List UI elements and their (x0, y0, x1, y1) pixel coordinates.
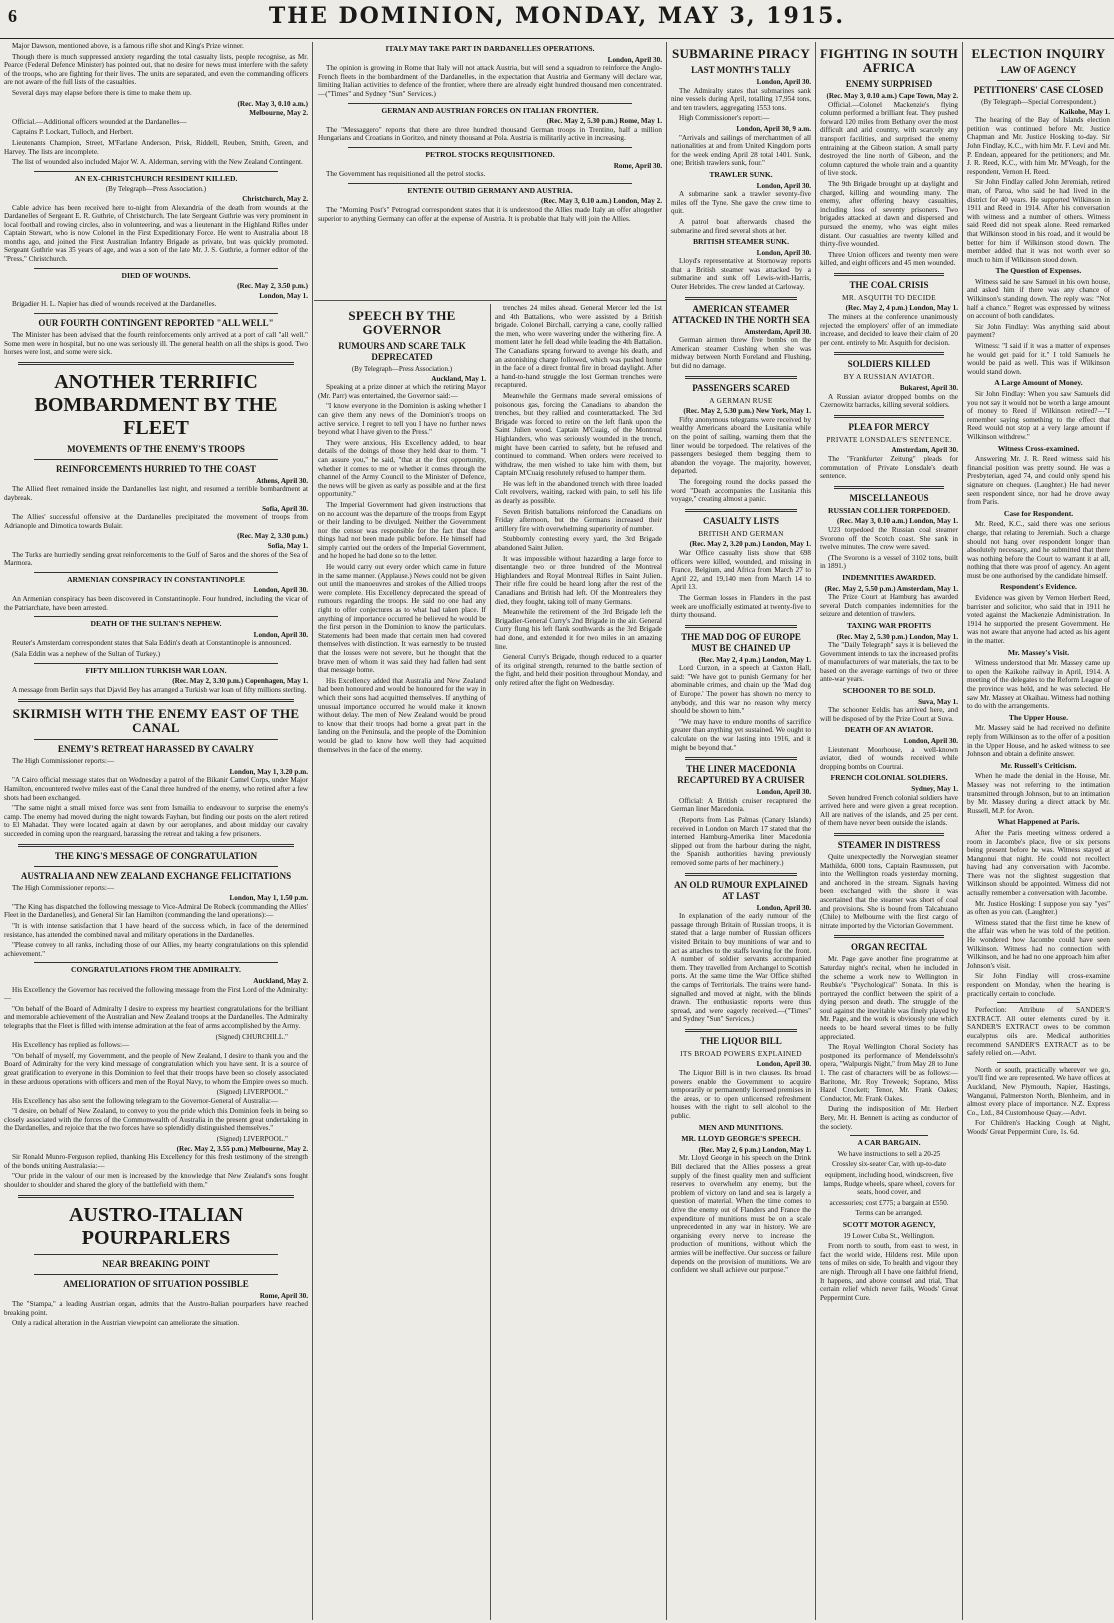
section-heading: What Happened at Paris. (997, 817, 1080, 827)
section-heading: DIED OF WOUNDS. (121, 270, 191, 280)
advert-line: Terms can be arranged. (855, 1209, 923, 1218)
paragraph: For Children's Hacking Cough at Night, Woods' Great Peppermint Cure, 1s. 6d. (967, 1119, 1110, 1136)
subheadline: NEAR BREAKING POINT (102, 1258, 210, 1269)
deck: ITS BROAD POWERS EXPLAINED (680, 1048, 802, 1058)
dateline: Sydney, May 1. (911, 785, 958, 793)
divider (997, 80, 1080, 81)
paragraph: "We may have to endure months of sacrifice greater than anything yet sustained. We ought to calculate on the war lasting into 1916, and it might be beyond that." (671, 717, 811, 752)
paragraph: Reuter's Amsterdam correspondent states that Sala Eddin's death at Constantinople is announced. (12, 639, 292, 648)
paragraph: A submarine sank a trawler seventy-five miles off the Tyne. She gave the crew time to quit. (671, 190, 811, 216)
divider (348, 183, 632, 184)
paragraph: Seven hundred French colonial soldiers have arrived here and were given a great reception. All are natives of the islands, and 25 per cent. of them have never been outside the islands. (820, 793, 958, 828)
paragraph: Several days may elapse before there is time to make them up. (12, 88, 192, 97)
divider (834, 833, 944, 836)
paragraph: The opinion is growing in Rome that Italy will not attack Austria, but will send a squadron to reinforce the Anglo-French fleets in the bombardment of the Dardanelles, in the expectation that Austria and Germany will declare war, limiting Italian activities to defence of the frontier, where there are already eight hundred thousand men concentrated.—("Times" and Sydney "Sun" Services.) (318, 64, 662, 98)
section-heading: FIFTY MILLION TURKISH WAR LOAN. (85, 665, 227, 675)
paragraph: General Curry's Brigade, though reduced to a quarter of its original strength, returned to the battle section of the fight, and held their position throughout Monday, and only retired after the fight on Wednesday. (495, 653, 662, 687)
divider (34, 663, 278, 664)
subheadline: AMERICAN STEAMER ATTACKED IN THE NORTH SEA (672, 303, 810, 325)
dateline: Rome, April 30. (259, 1291, 308, 1300)
advert-line: We have instructions to sell a 20-25 (837, 1149, 941, 1158)
dateline: (Rec. May 3, 0.10 a.m.) London, May 1. (837, 517, 958, 526)
dateline: (Rec. May 2, 3.20 p.m.) London, May 1. (689, 540, 811, 549)
dateline: Athens, April 30. (256, 476, 308, 485)
dateline: Auckland, May 1. (431, 374, 486, 383)
paragraph: (Reports from Las Palmas (Canary Islands) received in London on March 17 stated that the interned Hamburg-Amerika liner Macedonia slipped out from the harbour during the night, the Spanish authorities having previously removed some parts of her machinery.) (671, 816, 811, 867)
column-rule (314, 300, 666, 301)
paragraph: trenches 24 miles ahead. General Mercer led the 1st and 4th Battalions, who were assisted by a British brigade. Colonel Birchall, carrying a cane, coolly rallied the men, who were wavering under the withering fire. A moment later he fell dead while leading the 4th Battalion. The Canadians sprang forward to avenge his death, and an astonishing charge followed, which was pushed home in the face of a direct frontal fire in broad daylight. After a hand-to-hand struggle the lost German trenches were recaptured. (495, 304, 662, 390)
divider (348, 147, 632, 148)
dateline: London, April 30. (756, 78, 811, 86)
paragraph: The "Stampa," a leading Austrian organ, admits that the Austro-Italian pourparlers have reached breaking point. (4, 1300, 308, 1317)
divider (685, 1029, 797, 1032)
paragraph: "It is with intense satisfaction that I have heard of the success which, in face of the determined resistance, has attended the combined naval and military operations in the Dardanelles. (4, 922, 308, 939)
dateline: Suva, May 1. (918, 697, 958, 706)
paragraph: He would carry out every order which came in future in the same manner. (Applause.) News could not be given out until the manoeuvres and strokes of the Allied troops were complete. His Excellency deprecated the spread of rumours regarding the troops. He said no one had any right to offer conjectures as to what had taken place. If anything of importance occurred he believed he would be the first person in the Dominion to know the particulars. Statements had been made that certain men had covered themselves with distinction. It was earnestly to be trusted that the losses were not severe, but he thought that the brave men of whom it was said they had fallen had sent that message home. (318, 563, 486, 675)
dateline: London, May 1, 3.20 p.m. (229, 767, 308, 776)
paragraph: A patrol boat afterwards chased the submarine and fired several shots at her. (671, 217, 811, 235)
headline: SKIRMISH WITH THE ENEMY EAST OF THE CANAL (12, 706, 300, 736)
subheadline: PETITIONERS' CASE CLOSED (973, 85, 1104, 95)
section-heading: The Question of Expenses. (995, 266, 1082, 276)
paragraph: Sir John Findlay will cross-examine respondent on Monday, when the hearing is practically certain to conclude. (967, 972, 1110, 998)
dateline: Christchurch, May 2. (242, 194, 308, 203)
paragraph: Lieutenant Moorhouse, a well-known aviator, died of wounds received while dropping bombs on Courtrai. (820, 745, 958, 771)
dateline: (Rec. May 2, 4 p.m.) London, May 1. (698, 655, 811, 664)
divider (834, 935, 944, 938)
dateline: London, May 1, 1.50 p.m. (229, 894, 308, 903)
paragraph: The list of wounded also included Major W. A. Alderman, serving with the New Zealand Contingent. (12, 158, 303, 167)
subheadline: STEAMER IN DISTRESS (837, 839, 941, 850)
dateline: London, April 30. (756, 181, 811, 190)
paragraph: Only a radical alteration in the Austrian viewpoint can ameliorate the situation. (12, 1319, 240, 1328)
paragraph: Lloyd's representative at Stornoway reports that a British steamer was attacked by a submarine and sunk off Lewis-with-Harris, Outer Hebrides. The crew landed at Carloway. (671, 257, 811, 292)
paragraph: It was impossible without hazarding a large force to disentangle two or three hundred of the Montreal Highlanders and Royal Montreal Rifles in Saint Julien. Their rifle fire could be heard long after the rest of the Canadians and British had left. Of the Montrealers they died, they fought, taking toll of many Germans. (495, 554, 662, 606)
divider (34, 313, 278, 314)
signature: (Signed) CHURCHILL." (215, 1032, 288, 1041)
deck: PRIVATE LONSDALE'S SENTENCE. (826, 434, 952, 444)
paragraph: (Sala Eddin was a nephew of the Sultan of Turkey.) (12, 649, 161, 658)
paragraph: An Armenian conspiracy has been discovered in Constantinople. Four hundred, including the vicar of the Patriarchate, have been arrested. (4, 594, 308, 612)
paragraph: The Royal Wellington Choral Society has postponed its performance of Mendelssohn's opera, "Walpurgis Night," from May 28 to June 1. The cast of characters will be as follows:—Baritone, Mr. Roy Treweek; Soprano, Miss Hazel Crockett; Tenor, Mr. Frank Oakes; Conductor, Mr. Frank Oakes. (820, 1043, 958, 1103)
subheadline: RUMOURS AND SCARE TALK DEPRECATED (338, 341, 466, 362)
paragraph: "I desire, on behalf of New Zealand, to convey to you the pride which this Dominion feels in being so closely associated with the forces of the Commonwealth of Australia in the present great undertaking in the Dardanelles, and rejoice that the two forces have so splendidly distinguished themselves." (4, 1107, 308, 1133)
paragraph: The "Daily Telegraph" says it is believed the Government intends to tax the increased profits of manufacturers of war materials, the tax to be based on the average earnings of two or three ante-war years. (820, 641, 958, 684)
dateline: (Rec. May 3, 0.10 a.m.) Cape Town, May 2. (826, 92, 958, 100)
signature: (Signed) LIVERPOOL." (216, 1135, 288, 1144)
paragraph: Sir Ronald Munro-Ferguson replied, thanking His Excellency for this fresh testimony of the strength of the bonds uniting Australasia:— (4, 1153, 308, 1170)
dateline: Amsterdam, April 30. (744, 327, 811, 336)
deck: A GERMAN RUSE (709, 395, 773, 405)
dateline: Auckland, May 2. (253, 976, 308, 985)
dateline: London, April 30. (253, 586, 308, 595)
advert-line: equipment, including hood, windscreen, five lamps, Rudge wheels, spare wheel, covers for seats, hood cover, and (823, 1170, 955, 1197)
divider (34, 866, 278, 867)
divider (18, 699, 294, 702)
divider (685, 757, 797, 760)
section-heading: A Large Amount of Money. (994, 378, 1083, 388)
dateline: Sofia, April 30. (262, 504, 308, 513)
dateline: London, April 30. (607, 55, 662, 64)
headline-large: ANOTHER TERRIFIC BOMBARDMENT BY THE FLEET (34, 370, 278, 439)
divider (348, 103, 632, 104)
paragraph: The Admiralty states that submarines sank nine vessels during April, totalling 17,954 tons, and ten trawlers, aggregating 1553 tons. (671, 86, 811, 112)
paragraph: The Liquor Bill is in two clauses. Its broad powers enable the Government to acquire temporarily or permanently licensed premises in the areas, or to open unlicensed refreshment houses with the right to sell alcohol to the public. (671, 1069, 811, 1121)
column-2-top (314, 42, 666, 300)
divider (685, 297, 797, 300)
section-heading: MEN AND MUNITIONS. (698, 1122, 784, 1132)
source-line: (By Telegraph—Press Association.) (351, 365, 453, 373)
column-rule (312, 42, 313, 1620)
paragraph: Evidence was given by Vernon Herbert Reed, barrister and solicitor, who said that in 1911 he voted against the Mackenzie Administration. In 1914 he supported the present Government. He was not aware that anyone had acted as his agent in the matter. (967, 594, 1110, 646)
paragraph: Captains P. Lockart, Tulloch, and Herbert. (12, 128, 134, 137)
paragraph: U23 torpedoed the Russian coal steamer Svorono off the Scotch coast. She sank in twelve minutes. The crew were saved. (820, 525, 958, 552)
paragraph: Witness stated that the first time he knew of the affair was when he was told of the petition. He wondered how Jacombe could have seen Wilkinson. Witness had no connection with Wilkinson, and he had no one approach him after Johnson's visit. (967, 918, 1110, 970)
section-heading: DEATH OF THE SULTAN'S NEPHEW. (90, 619, 222, 629)
paragraph: The 9th Brigade brought up at daylight and charged, killing and wounding many. The enemy, after offering heavy casualties, including loss of seventy prisoners. Two brigades attacked at dawn and dispersed and pursued the enemy, who was eight miles distant. Our casualties are twenty killed and thirty-five wounded. (820, 179, 958, 249)
dateline: (Rec. May 2, 3.30 p.m.) (237, 532, 308, 541)
paragraph: Official: A British cruiser recaptured the German liner Macedonia. (671, 796, 811, 814)
paragraph: The hearing of the Bay of Islands election petition was continued before Mr. Justice Chapman and Mr. Justice Hosking to-day. Sir John Findlay, K.C., with him Mr. F. Levi and Mr. P. Endean, appeared for the petitioners; and Mr. J. R. Reed, K.C., with him Mr. M'Veagh, for the respondent, Vernon H. Reed. (967, 116, 1110, 176)
paragraph: The Prize Court at Hamburg has awarded several Dutch companies indemnities for the seizure and detention of trawlers. (820, 593, 958, 619)
section-heading: GERMAN AND AUSTRIAN FORCES ON ITALIAN FRONTIER. (381, 105, 599, 115)
dateline: (Rec. May 2, 3.55 p.m.) Melbourne, May 2. (176, 1144, 308, 1153)
headline: ELECTION INQUIRY (971, 46, 1106, 61)
paragraph: The Allies' successful offensive at the Dardanelles precipitated the movement of troops from Adrianople and Dimotica towards Bulair. (4, 513, 308, 530)
paragraph: The "Frankfurter Zeitung" pleads for commutation of Private Lonsdale's death sentence. (820, 455, 958, 481)
column-2c (491, 304, 666, 1620)
section-heading: Case for Respondent. (1003, 508, 1074, 518)
paragraph: The Imperial Government had given instructions that on no account was the departure of the troops from Egypt or their landing to be divulged. Neither the Government nor the censor was responsible for the fact that these things had not been made public before. He himself had simply carried out the orders of the Imperial Government, and he hoped he had done so to the letter. (318, 500, 486, 561)
section-heading: ITALY MAY TAKE PART IN DARDANELLES OPERATIONS. (385, 44, 595, 53)
masthead (0, 0, 1114, 39)
dateline: London, April 30. (756, 903, 811, 912)
advert-line: accessories; cost £775; a bargain at £550. (829, 1198, 949, 1207)
divider (685, 625, 797, 628)
dateline: Rome, April 30. (613, 161, 662, 170)
paragraph: Mr. Massey said he had received no definite reply from Wilkinson as to the offer of a position in the Upper House, and he asked witness to see Johnson and obtain a definite answer. (967, 724, 1110, 759)
paragraph: "The King has dispatched the following message to Vice-Admiral De Robeck (commanding the Allies' Fleet in the Dardanelles), and General Sir Ian Hamilton (commanding the land operations):— (4, 902, 308, 920)
paragraph: The Turks are hurriedly sending great reinforcements to the Gulf of Saros and the shores of the Sea of Marmora. (4, 550, 308, 568)
paragraph: Sir John Findlay: When you saw Samuels did you not say it would not be worth a large amount of money to Reed if Wilkinson retired?—"I remember saying something to the effect that Reed would not stop at a very large amount if Wilkinson withdrew." (967, 390, 1110, 441)
section-heading: Witness Cross-examined. (997, 443, 1080, 453)
section-heading: Mr. Russell's Criticism. (1000, 760, 1077, 770)
paragraph: Meanwhile the retirement of the 3rd Brigade left the Brigadier-General Curry's 2nd Brigade in the air. General Curry flung his left flank southwards as the 3rd Brigade had done, and extended it for two miles in an amazing line. (495, 608, 662, 651)
dateline: London, April 30. (756, 248, 811, 257)
divider (834, 273, 944, 276)
paragraph: "Please convey to all ranks, including those of our Allies, my hearty congratulations on this splendid achievement." (4, 941, 308, 958)
divider (18, 362, 294, 365)
paragraph: After the Paris meeting witness ordered a room in Jacombe's place, five or six persons being present before he was. Witness stayed at Mangonui that night. He could not recollect having had any conversation with Jacombe. There was not the slightest suggestion that Wilkinson should be appointed. Witness did not actually remember a conversation with Jacombe. (967, 828, 1110, 898)
paragraph: Meanwhile the Germans made several emissions of poisonous gas, forcing the Canadians to abandon the trenches, but they rallied and counterattacked. The 3rd Brigade was forced to retire on the left flank upon the Saint Julien wood. Captain M'Cuaig, of the Montreal Highlanders, who was seriously wounded in the trench, might have been carried to safety, but he refused and continued to command. When orders were received to withdraw, the men wished to take him with them, but Captain M'Cuaig resolutely refused to hamper them. (495, 391, 662, 478)
divider (34, 1274, 278, 1275)
paragraph: Lord Curzon, in a speech at Caxton Hall, said: "We have got to punish Germany for her abominable crimes, and chain up the 'Mad dog of Europe.' The power has shown no mercy to anybody, and this war no reason why mercy should be shown to him." (671, 664, 811, 716)
paragraph: Mr. Reed, K.C., said there was one serious charge, that relating to Jeremiah. Such a charge should not hang over respondent longer than absolutely necessary, and he submitted that there was nothing before the Court to warrant it at all, nothing that there was proof of agency. An agent must be one authorised by the candidate himself. (967, 520, 1110, 580)
subheadline: AUSTRALIA AND NEW ZEALAND EXCHANGE FELICITATIONS (20, 870, 292, 881)
subheadline: REINFORCEMENTS HURRIED TO THE COAST (55, 463, 257, 474)
dateline: Melbourne, May 2. (249, 109, 308, 118)
paragraph: When he made the denial in the House, Mr. Massey was not referring to the intimation transmitted through Johnson, but to an intimation by Mr. Massey during a direct attack by Mr. Russell, M.P. for Avon. (967, 772, 1110, 815)
divider (34, 459, 278, 460)
dateline: (Rec. May 2, 4 p.m.) London, May 1. (845, 304, 958, 313)
dateline: London, April 30. (756, 1060, 811, 1069)
paragraph: During the indisposition of Mr. Herbert Bery, Mr. H. Bennett is acting as conductor of the society. (820, 1105, 958, 1131)
section-heading: BRITISH STEAMER SUNK. (692, 237, 789, 247)
dateline: (Rec. May 2, 3.50 p.m.) (237, 282, 308, 291)
subheadline: THE MAD DOG OF EUROPE MUST BE CHAINED UP (681, 631, 801, 653)
section-heading: SCHOONER TO BE SOLD. (842, 686, 936, 696)
advert-line: Crossley six-seater Car, with up-to-date (831, 1160, 947, 1169)
subheadline: CASUALTY LISTS (702, 515, 780, 526)
paragraph: "On behalf of the Board of Admiralty I desire to express my heartiest congratulations for the brilliant and memorable achievement of the Australian and New Zealand troops at the Dardanelles. The Admiralty telegraphs that the Fleet is filled with intense admiration at the feat of arms accomplished by the Army. (4, 1004, 308, 1030)
paragraph: They were anxious, His Excellency added, to hear details of the doings of those they held dear to them. "I can assure you," he said, "that at the first opportunity, whether it comes to me or whether it comes through the channel of the Army Council to the Minister of Defence, the news will be given as early as possible and at the first opportunity." (318, 438, 486, 499)
section-heading: The Upper House. (1008, 712, 1069, 722)
column-6 (963, 42, 1114, 1620)
section-heading: Respondent's Evidence. (1000, 582, 1077, 592)
paragraph: His Excellency has replied as follows:— (12, 1041, 130, 1050)
headline-large: AUSTRO-ITALIAN POURPARLERS (68, 1203, 244, 1249)
column-5 (816, 42, 962, 1620)
deck: BY A RUSSIAN AVIATOR. (843, 372, 935, 382)
subheadline: AN OLD RUMOUR EXPLAINED AT LAST (674, 879, 808, 901)
divider (34, 1254, 278, 1255)
subheadline: ENEMY SURPRISED (845, 79, 933, 89)
divider (18, 1195, 294, 1198)
paragraph: The Government has requisitioned all the petrol stocks. (326, 170, 486, 179)
paragraph: "The same night a small mixed force was sent from Ismailia to endeavour to surprise the enemy's camp. The enemy had moved during the night towards Fayhan, but finding our posts on the alert retired to El Mahadat. They were located again at dawn by our aeroplanes, and about midday our cavalry succeeded in coming upon the rearguard, harassing the retreat and taking a few prisoners. (4, 804, 308, 839)
paragraph: Mr. Lloyd George in his speech on the Drink Bill declared that the Allies possess a great supply of the finest quality men and sufficient reserves to overwhelm any enemy, but the problem of victory on land and sea is largely a question of material. When the time comes to drive the enemy out of Flanders and France the expenditure of munitions must be on a scale unprecedented in any war in history. We are organising every nerve to increase the production of munitions, without which the armies will be ineffective. Our success or failure depends on the provision of munitions. We are confident we shall achieve our purpose." (671, 1154, 811, 1275)
section-heading: TRAWLER SUNK. (709, 169, 773, 179)
dateline: Sofia, May 1. (267, 541, 308, 550)
divider (834, 352, 944, 355)
column-1 (0, 42, 312, 1620)
paragraph: "Arrivals and sailings of merchantmen of all nationalities at and from United Kingdom ports for the week ending April 28 total 1401. Sunk, one; British trawlers sunk, four." (671, 133, 811, 168)
dateline: London, April 30. (903, 737, 958, 746)
section-heading: RUSSIAN COLLIER TORPEDOED. (828, 505, 950, 515)
dateline: (Rec. May 2, 5.50 p.m.) Amsterdam, May 1. (824, 584, 958, 593)
subheadline: THE COAL CRISIS (849, 279, 929, 290)
paragraph: From north to south, from east to west, in fact the world wide, Hildens rest. Mile upon tens of miles on side, To health and vigour they are nigh. Through all I have one faithful friend, It happens, and above counsel and trial, That certain relief which never fails, Woods' Great Peppermint Cure. (820, 1242, 958, 1302)
source-line: (By Telegraph—Special Correspondent.) (981, 98, 1096, 106)
subheadline: PASSENGERS SCARED (692, 382, 790, 393)
divider (685, 873, 797, 876)
signature: (Signed) LIVERPOOL." (216, 1088, 288, 1097)
divider (34, 572, 278, 573)
paragraph: Mr. Page gave another fine programme at Saturday night's recital, when he included in the scheme a work new to Wellington in Reubke's "Psychological" Sonata. In this is portrayed the conflict between the spirit of a dying person and death. The struggle of the soul against the inevitable was finely played by Mr. Page, and the work is obviously one which needs to be heard several times to be fully appreciated. (820, 955, 958, 1041)
paragraph: Cable advice has been received here to-night from Alexandria of the death from wounds at the Dardanelles of Sergeant E. R. Guthrie, of Christchurch. The late Sergeant Guthrie was very prominent in local football and rowing circles, also in volunteering, and was a lieutenant in the Highland Rifles under Captain Stewart, who is now Colonel in the First Expeditionary Force. He went to Australia about 18 months ago, and joined the First Australian Infantry Brigade as private, but was quickly promoted. Sergeant Guthrie was 35 years of age, and was a son of the late Mr. J. S. Guthrie, a former editor of the "Press," Christchurch. (4, 203, 308, 264)
dateline: (Rec. May 2, 5.30 p.m.) Rome, May 1. (546, 117, 662, 126)
paragraph: The High Commissioner reports:— (12, 757, 115, 766)
dateline: London, April 30. (756, 788, 811, 797)
paragraph: In explanation of the early rumour of the passage through Britain of Russian troops, it is stated that a large number of Russian officers visited Britain to buy munitions of war and to act as attaches to the staffs leaving for the front. A number of soldier servants accompanied them. They travelled from Archangel to Scottish ports. At the same time the War Office shifted the camps of Territorials. The trains were hand-signalled and moved at night, with the blinds drawn. The enthusiastic reports were thus spread, and were eagerly received.—("Times" and Sydney "Sun" Services.) (671, 912, 811, 1024)
paragraph: A message from Berlin says that Djavid Bey has arranged a Turkish war loan of fifty millions sterling. (12, 685, 307, 694)
divider (34, 739, 278, 740)
dateline: (Rec. May 2, 5.30 p.m.) New York, May 1. (683, 407, 811, 416)
divider (34, 962, 278, 963)
page-number: 6 (8, 6, 17, 26)
section-heading: AN EX-CHRISTCHURCH RESIDENT KILLED. (74, 173, 238, 183)
paragraph: Witness said he saw Samuel in his own house, and asked him if there was any chance of Wilkinson's standing down. The reply was: "Not half a chance." Regret was expressed by witness on account of both candidates. (967, 277, 1110, 321)
paragraph: He was left in the abandoned trench with three loaded Colt revolvers, waiting, racked with pain, to sell his life as dearly as possible. (495, 479, 662, 506)
dateline: (Rec. May 2, 5.30 p.m.) London, May 1. (836, 632, 958, 641)
paragraph: The German losses in Flanders in the past week are unofficially estimated at twenty-five to thirty thousand. (671, 593, 811, 620)
paragraph: "On behalf of myself, my Government, and the people of New Zealand, I desire to thank you and the Board of Admiralty for the very kind message of congratulation which you have sent. It is a source of great gratification to everyone in this Dominion to feel that their troops have been so closely associated in these arduous operations with officers and men of the Royal Navy, to whom the Empire owes so much. (4, 1051, 309, 1086)
dateline: London, April 30, 9 a.m. (736, 124, 811, 133)
paragraph: Seven British battalions reinforced the Canadians on Friday afternoon, but the Germans increased their artillery fire with overwhelming superiority of number. (495, 507, 662, 533)
subheadline: THE LINER MACEDONIA RECAPTURED BY A CRUISER (677, 764, 805, 786)
paragraph: His Excellency the Governor has received the following message from the First Lord of the Admiralty:— (4, 985, 309, 1003)
section-heading: PETROL STOCKS REQUISITIONED. (425, 149, 555, 159)
newspaper-title: THE DOMINION, MONDAY, MAY 3, 1915. (268, 3, 846, 29)
paragraph: (The Svorono is a vessel of 3102 tons, built in 1891.) (820, 553, 958, 571)
divider (685, 509, 797, 512)
paragraph: His Excellency added that Australia and New Zealand had been honoured and would be honoured for the way in which their sons had acquitted themselves. If anything of unusual importance occurred he would make it known without delay. The men of New Zealand would be proud to know that their troops had borne a great part in the landing on the Peninsula, and the people of the Dominion would be glad to know how well they had acquitted themselves in the face of the enemy. (318, 676, 486, 754)
dateline: (Rec. May 2, 3.30 p.m.) Copenhagen, May 1. (172, 677, 308, 686)
paragraph: The schooner Eeldis has arrived here, and will be disposed of by the Prize Court at Suva. (820, 706, 958, 723)
dateline: Kaikohe, May 1. (1059, 107, 1110, 116)
headline: SPEECH BY THE GOVERNOR (348, 308, 456, 337)
paragraph: Witness: "I said if it was a matter of expenses he would get paid for it." I told Samuels he would be paid as well. This was if Wilkinson would stand down. (967, 342, 1110, 376)
paragraph: "A Cairo official message states that on Wednesday a patrol of the Bikanir Camel Corps, under Major Hamilton, encountered twelve miles east of the Canal three hundred of the enemy, who retired after a few shots had been exchanged. (4, 776, 308, 802)
paragraph: The Minister has been advised that the fourth reinforcements only arrived at a port of call "all well." Some men were in hospital, but no one was seriously ill. The general health on all the ships is good. Two horses were lost, and some were sick. (4, 331, 308, 357)
paragraph: Though there is much suppressed anxiety regarding the total casualty lists, people recognise, as Mr. Pearce (Federal Defence Minister) has pointed out, that no desire for news must interfere with the safety of the troops, who are fighting for their lives. The units are separated, and even the commanding officers are not aware of the full lists of the casualties. (4, 52, 308, 87)
paragraph: Quite unexpectedly the Norwegian steamer Mathilda, 6000 tons, Captain Rasmussen, put into the Wellington roads yesterday morning, and anchored in the stream. Signals having been exchanged with the shore it was ascertained that the steamer was short of coal and provisions. She is bound from Talcahuano (Chile) to Melbourne with the first cargo of nitrate imported by the Victorian Government. (820, 852, 958, 930)
dateline: Amsterdam, April 30. (891, 446, 958, 455)
paragraph: Lieutenants Champion, Street, M'Farlane Anderson, Prisk, Riddell, Reuben, Smith, Green, and Harvey. The lists are incomplete. (4, 138, 308, 156)
paragraph: Official.—Additional officers wounded at the Dardanelles— (12, 117, 187, 126)
paragraph: A Russian aviator dropped bombs on the Czernowitz barracks, killing several soldiers. (820, 392, 958, 410)
paragraph: Speaking at a prize dinner at which the retiring Mayor (Mr. Parr) was entertained, the Governor said:— (318, 383, 486, 400)
section-heading: CONGRATULATIONS FROM THE ADMIRALTY. (71, 965, 241, 975)
paragraph: Sir John Findlay: Was anything said about payment? (967, 322, 1110, 340)
section-heading: A CAR BARGAIN. (857, 1138, 921, 1148)
paragraph: The Allied fleet remained inside the Dardanelles last night, and resumed a terrible bombardment at daybreak. (4, 485, 308, 502)
divider (834, 486, 944, 489)
divider (834, 415, 944, 418)
column-4 (667, 42, 815, 1620)
divider (997, 1002, 1080, 1003)
section-heading: MR. LLOYD GEORGE'S SPEECH. (681, 1134, 801, 1144)
subheadline: ORGAN RECITAL (850, 942, 928, 953)
paragraph: Perfection: Attribute of SANDER'S EXTRACT. All outer elements cured by it. SANDER'S EXTRACT owes to be common eucalyptus oils are. Medical authorities recommend SANDER'S EXTRACT as to be safely relied on.—Advt. (967, 1006, 1110, 1058)
paragraph: High Commissioner's report:— (679, 114, 770, 123)
subheadline: ENEMY'S RETREAT HARASSED BY CAVALRY (57, 744, 255, 755)
section-heading: SCOTT MOTOR AGENCY, (842, 1219, 936, 1229)
paragraph: Official.—Colonel Mackenzie's flying column performed a brilliant feat. They pushed forward 120 miles from Bethany over the most difficult and arid country, with scarcely any transport facilities, and surprised the enemy entraining at the Gibeon station. A small party destroyed the line north of Gibeon, and the column captured the whole train and a quantity of live stock. (820, 100, 958, 178)
subheadline: THE KING'S MESSAGE OF CONGRATULATION (54, 850, 258, 861)
section-heading: ARMENIAN CONSPIRACY IN CONSTANTINOPLE (67, 574, 245, 584)
section-heading: FRENCH COLONIAL SOLDIERS. (830, 773, 948, 783)
divider (997, 1062, 1080, 1063)
column-2b (314, 304, 490, 1620)
dateline: (Rec. May 3, 0.10 a.m.) London, May 2. (541, 197, 662, 206)
divider (850, 1135, 928, 1136)
divider (18, 844, 294, 847)
paragraph: His Excellency has also sent the following telegram to the Governor-General of Australia:— (12, 1096, 279, 1105)
headline: SUBMARINE PIRACY (671, 46, 811, 61)
advert-line: 19 Lower Cuba St., Wellington. (843, 1231, 935, 1240)
paragraph: Fifty anonymous telegrams were received by wealthy Americans aboard the Lusitania while on the point of sailing, warning them that the liner would be torpedoed. The relatives of the passengers besieged them begging them to abandon the voyage. The majority, however, departed. (671, 415, 811, 476)
subheadline: AMELIORATION OF SITUATION POSSIBLE (63, 1278, 249, 1289)
paragraph: Mr. Justice Hosking: I suppose you say "yes" as often as you can. (Laughter.) (967, 899, 1110, 917)
paragraph: "I know everyone in the Dominion is asking whether I can give them any news of the Dominion's troops on active service. I regret to tell you I have no further news beyond what I have given to the Press." (318, 402, 486, 437)
subheadline: PLEA FOR MERCY (848, 421, 930, 432)
paragraph: Witness understood that Mr. Massey came up to open the Kaikohe railway in April, 1914. A meeting of the delegates to the Reform League of the province was held, and he was selected. He saw Mr. Massey at Okaihau. Witness had nothing to do with the arrangements. (967, 659, 1110, 711)
subheadline: LAST MONTH'S TALLY (691, 65, 791, 75)
section-heading: INDEMNITIES AWARDED. (842, 572, 936, 582)
paragraph: Stubbornly contesting every yard, the 3rd Brigade abandoned Saint Julien. (495, 535, 662, 553)
paragraph: Answering Mr. J. R. Reed witness said his financial position was pretty sound. He was a Presbyterian, aged 74, and could only spend his signature on cheques. (Laughter.) He had never seen respondent since, nor had he drove away from Paris. (967, 455, 1110, 507)
section-heading: ENTENTE OUTBID GERMANY AND AUSTRIA. (407, 185, 573, 195)
section-heading: DEATH OF AN AVIATOR. (844, 725, 934, 735)
dateline: Bukarest, April 30. (899, 384, 958, 393)
paragraph: Sir John Findlay called John Jeremiah, retired man, of Paroa, who said he had lived in the district for 40 years. He supported Wilkinson in 1911 and Reed in 1914. After his conversation with witness and a number of others. Witness said Reed did not speak alone. Reed remarked that Wilkinson stood in his road, and it would be better for him if Wilkinson stood down. The member added that it was not worth ever so much to him if Wilkinson stood down. (967, 178, 1110, 264)
subheadline: MISCELLANEOUS (849, 492, 929, 503)
subheadline: SOLDIERS KILLED (847, 359, 931, 370)
paragraph: Major Dawson, mentioned above, is a famous rifle shot and King's Prize winner. (12, 42, 244, 50)
dateline: London, May 1. (259, 291, 308, 300)
subheadline: OUR FOURTH CONTINGENT REPORTED "ALL WELL" (38, 318, 274, 329)
paragraph: The "Messaggero" reports that there are three hundred thousand German troops in Trentino, half a million Hungarians and Croatians in Goritzo, and ninety thousand at Pola. Austria is militarily active in increasing. (318, 125, 662, 143)
subheadline: MOVEMENTS OF THE ENEMY'S TROOPS (67, 443, 245, 454)
section-heading: Mr. Massey's Visit. (1007, 647, 1070, 657)
headline: FIGHTING IN SOUTH AFRICA (820, 46, 959, 75)
divider (34, 616, 278, 617)
paragraph: Three Union officers and twenty men were killed, and eight officers and 45 men wounded. (820, 250, 958, 268)
paragraph: Brigadier H. L. Napier has died of wounds received at the Dardanelles. (12, 300, 217, 309)
divider (34, 171, 278, 172)
dateline: (Rec. May 2, 6 p.m.) London, May 1. (698, 1145, 811, 1154)
paragraph: The miners at the conference unanimously rejected the employers' offer of an immediate increase, and decided to leave their claim of 20 per cent. entirely to Mr. Asquith for decision. (820, 313, 958, 347)
section-heading: TAXING WAR PROFITS (846, 620, 932, 630)
divider (685, 376, 797, 379)
paragraph: The High Commissioner reports:— (12, 883, 115, 892)
dateline: London, April 30. (253, 630, 308, 639)
paragraph: The "Morning Post's" Petrograd correspondent states that it is understood the Allies made Italy an offer altogether superior to anything Germany can offer at the expense of Austria. It is probable that Italy will join the Allies. (318, 205, 662, 223)
paragraph: German airmen threw five bombs on the American steamer Cushing when she was midway between North Foreland and Flushing, but did no damage. (671, 336, 811, 371)
subheadline: THE LIQUOR BILL (700, 1035, 782, 1046)
paragraph: The foregoing round the docks passed the word "Death accompanies the Lusitania this voyage," creating almost a panic. (671, 477, 811, 504)
source-line: (By Telegraph—Press Association.) (105, 185, 207, 194)
paragraph: War Office casualty lists show that 698 officers were killed, wounded, and missing in France, Belgium, and Africa from March 27 to April 22, and 19,140 men from March 14 to April 13. (671, 548, 811, 592)
divider (34, 268, 278, 269)
subheadline: LAW OF AGENCY (1000, 65, 1077, 75)
deck: MR. ASQUITH TO DECIDE (842, 292, 936, 302)
paragraph: North or south, practically wherever we go, you'll find we are represented. We have offices at Auckland, New Plymouth, Napier, Hastings, Wanganui, Palmerston North, Blenheim, and in almost every place of importance. N.Z. Express Co., Ltd., 84 Customhouse Quay.—Advt. (967, 1065, 1110, 1117)
deck: BRITISH AND GERMAN (698, 528, 784, 538)
dateline: (Rec. May 3, 0.10 a.m.) (237, 99, 308, 108)
paragraph: "Our pride in the valour of our men is increased by the knowledge that New Zealand's sons fought shoulder to shoulder and shared the glory of the battlefield with them." (4, 1172, 308, 1190)
